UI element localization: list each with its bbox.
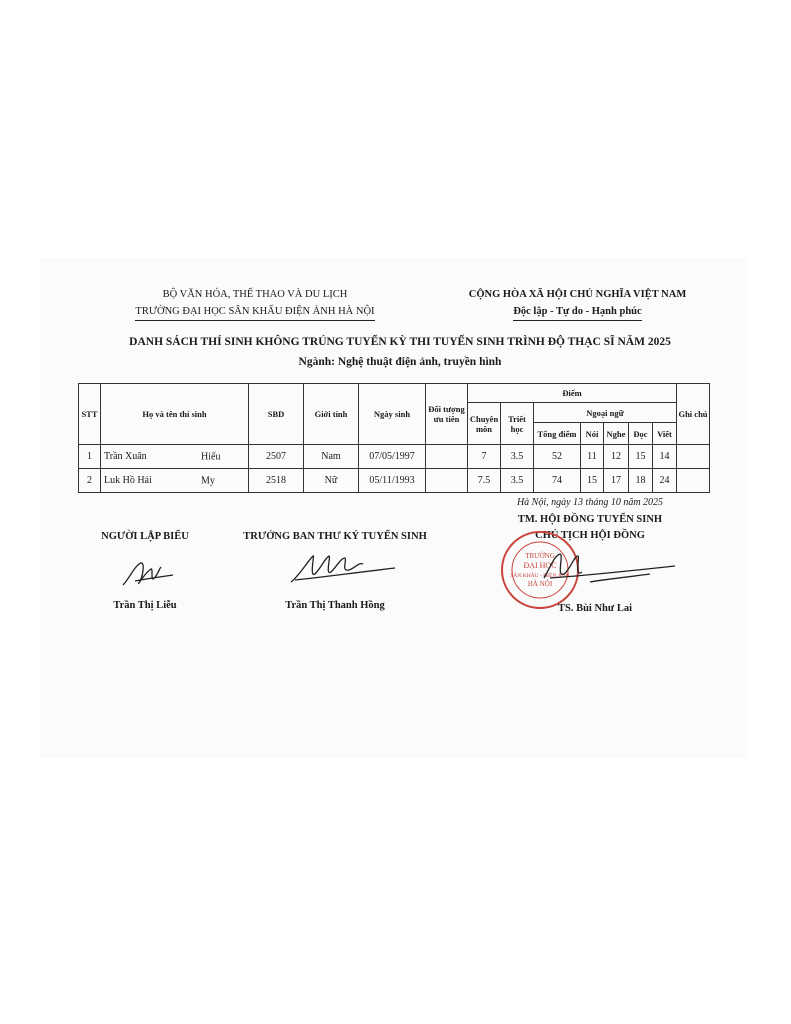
header-philosophy: Triết học (501, 403, 534, 445)
cell-sbd: 2507 (249, 445, 304, 469)
cell-speaking: 11 (581, 445, 604, 469)
header-listening: Nghe (604, 423, 629, 445)
document-subtitle: Ngành: Nghệ thuật điện ảnh, truyền hình (298, 356, 502, 368)
cell-firstname: My (201, 475, 215, 486)
cell-philosophy: 3.5 (501, 469, 534, 493)
chair-signature (527, 548, 680, 592)
header-priority: Đối tượng ưu tiên (426, 384, 468, 445)
header-total: Tổng điểm (534, 423, 581, 445)
scanned-page (40, 258, 748, 758)
stamp-line-1: TRƯỜNG (525, 552, 555, 560)
school-name: TRƯỜNG ĐẠI HỌC SÂN KHẤU ĐIỆN ẢNH HÀ NỘI (135, 303, 374, 321)
preparer-signature (115, 555, 185, 593)
cell-listening: 17 (604, 469, 629, 493)
secretary-signature (285, 548, 405, 590)
header-name: Họ và tên thí sinh (101, 384, 249, 445)
cell-speaking: 15 (581, 469, 604, 493)
stamp-line-3: SÂN KHẤU - ĐIỆN ẢNH (510, 573, 570, 579)
header-dob: Ngày sinh (359, 384, 426, 445)
cell-reading: 18 (629, 469, 653, 493)
header-major: Chuyên môn (468, 403, 501, 445)
header-foreign: Ngoại ngữ (534, 403, 677, 423)
cell-writing: 24 (653, 469, 677, 493)
cell-philosophy: 3.5 (501, 445, 534, 469)
header-left (105, 286, 405, 321)
cell-major: 7 (468, 445, 501, 469)
header-stt: STT (79, 384, 101, 445)
secretary-title: TRƯỞNG BAN THƯ KÝ TUYỂN SINH (243, 531, 427, 542)
stamp-line-2: ĐẠI HỌC (523, 561, 557, 570)
cell-major: 7.5 (468, 469, 501, 493)
cell-priority (426, 469, 468, 493)
candidate-table (78, 383, 710, 493)
motto: Độc lập - Tự do - Hạnh phúc (513, 303, 641, 321)
header-scores: Điểm (468, 384, 677, 403)
cell-gender: Nữ (304, 469, 359, 493)
chair-title: CHỦ TỊCH HỘI ĐỒNG (535, 530, 645, 541)
stamp-line-4: HÀ NỘI (527, 580, 553, 588)
cell-dob: 05/11/1993 (359, 469, 426, 493)
header-gender: Giới tính (304, 384, 359, 445)
country-name: CỘNG HÒA XÃ HỘI CHỦ NGHĨA VIỆT NAM (468, 289, 687, 300)
cell-lastname: Luk Hồ Hải (104, 475, 152, 486)
cell-stt: 2 (79, 469, 101, 493)
preparer-title: NGƯỜI LẬP BIỂU (101, 531, 189, 542)
preparer-name: Trần Thị Liễu (113, 600, 177, 611)
table-row (79, 469, 710, 493)
header-note: Ghi chú (677, 384, 710, 445)
cell-note (677, 445, 710, 469)
table-row (79, 445, 710, 469)
cell-listening: 12 (604, 445, 629, 469)
cell-name (101, 445, 249, 469)
header-sbd: SBD (249, 384, 304, 445)
header-writing: Viết (653, 423, 677, 445)
header-reading: Đọc (629, 423, 653, 445)
cell-name (101, 469, 249, 493)
cell-lastname: Trần Xuân (104, 451, 147, 462)
cell-writing: 14 (653, 445, 677, 469)
cell-note (677, 469, 710, 493)
cell-total: 52 (534, 445, 581, 469)
council-title: TM. HỘI ĐỒNG TUYỂN SINH (517, 514, 663, 525)
chair-name: TS. Bùi Như Lai (558, 603, 632, 614)
cell-stt: 1 (79, 445, 101, 469)
header-right (445, 286, 710, 321)
cell-priority (426, 445, 468, 469)
date-line: Hà Nội, ngày 13 tháng 10 năm 2025 (516, 497, 664, 508)
cell-dob: 07/05/1997 (359, 445, 426, 469)
cell-reading: 15 (629, 445, 653, 469)
header-speaking: Nói (581, 423, 604, 445)
cell-firstname: Hiếu (201, 451, 221, 462)
ministry-name: BỘ VĂN HÓA, THỂ THAO VÀ DU LỊCH (162, 289, 348, 300)
document-title: DANH SÁCH THÍ SINH KHÔNG TRÚNG TUYỂN KỲ THI TUYỂN SINH TRÌNH ĐỘ THẠC SĨ NĂM 2025 (129, 336, 671, 348)
cell-total: 74 (534, 469, 581, 493)
secretary-name: Trần Thị Thanh Hồng (285, 600, 385, 611)
cell-sbd: 2518 (249, 469, 304, 493)
cell-gender: Nam (304, 445, 359, 469)
